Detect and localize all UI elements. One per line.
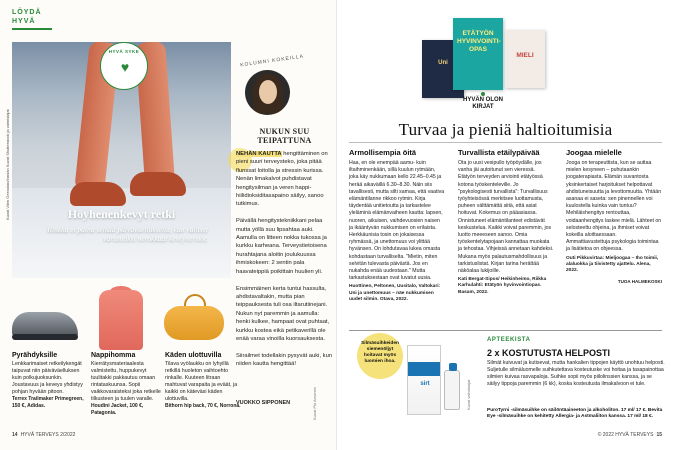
book-cover-mieli — [505, 30, 545, 88]
column-kicker: KOLUMNI KOKEILLA — [239, 53, 305, 69]
column-lead: NEHÄN KAUTTA — [236, 151, 282, 157]
review-text: Jooga on terapeuttista, kun se auttaa mielen kesyneen – puhutaankin joogaterapiasta. Elämän suvantosta yksinkertaiset harjoitukset helpottavat ahdistuneisuutta ja levottomuutta. Yhtään asanaa ei saseta: sen pinennellen voi kuulostella kuinka vain tuntuu? Mehiläishengitys rentouttaa, voidaanhengitys laskee mielä. Lähteet on selosteettu ohjeina, ja ihmiset voivat kokeilla aloittaessaan. Ammattiavustettuja psykologia toimintaa ja lisätietoa on ohjeessa. — [566, 160, 662, 253]
pack-band — [408, 362, 440, 376]
product-desc-2 — [91, 352, 167, 417]
product-text: Lenkkarimaiset retkeilykengät taipuvat niin päiväväelluksen kuin polkujuoksunkin. Joustavuus ja keveys yhdistyy pohjan hyvään pitoon. — [12, 361, 83, 395]
jacket-body — [99, 290, 143, 350]
column-text: hengittäminen on pieni suuri terveysteko, joka pitää flunssat loitolla ja stressin kurissa. Nenän limakalvot puhdistavat hengitysilman ja veren happi-hiilidioksiditasapaino säilyy, sanoo tutkimus. Päivällä hengitystekniikkani pelaa mutta yöllä suu lipsahtaa auki. Aamulla on litteen nokka tukossa ja kurkku karheana. Terveystietoisena hurahtajana aloitin joulukuussa ihmiskokeen: 2 sentin pala haavateippiä poikittain huulien yli. Ensimmäinen kerta tuntui hassulta, ahdistavaltakin, mutta pian teippauksesta tuli osa iltarutiinejani. Nukun nyt paremmin ja aamulla: henki kulkee, hampaat ovat puhtaat, kurkku kostea eikä petikaverillä ole enää varaa vinoilla kuorsauksesta. Siirailmet todellakin pysyvät auki, kun niiden kautta hengittää! — [236, 151, 333, 368]
section-label-line1: LÖYDÄ — [12, 9, 42, 16]
book-title: MIELI — [516, 52, 534, 59]
badge-text: HYVÄN OLON KIRJAT — [463, 97, 504, 110]
photo-credit: Kuvat Vilen Geevalan/Iranian Kuvat Shutterstock ja valmistajat — [5, 109, 10, 220]
ad-section-label: APTEEKISTA — [487, 337, 531, 343]
product-bottle — [444, 370, 460, 410]
folio-right — [598, 432, 662, 438]
pack-label: sirt — [420, 381, 430, 387]
bottle-cap — [449, 363, 457, 371]
column-signature: VUOKKO SIPPONEN — [236, 400, 291, 406]
ad-title: 2 x KOSTUTUSTA HELPOSTI — [487, 348, 611, 358]
heart-icon: ♥ — [120, 59, 130, 75]
product-text: Tilava vyölaukku on lyhyillä retkillä huoleton vaihtoehto rinkalle. Kuuteen litraan mahtuvat varapaita ja eväät, ja kaikki on käteväsi käden ulottuvilla. — [165, 361, 238, 402]
ad-rule — [349, 330, 662, 331]
right-page — [337, 0, 674, 450]
title-rule — [349, 142, 662, 143]
review-column-1 — [349, 148, 445, 303]
page-number: 14 — [12, 432, 18, 438]
product-name: Käden ulottuvilla — [165, 352, 222, 359]
book-title: Uni — [438, 60, 448, 66]
section-label — [12, 8, 42, 26]
section-label-line2: HYVÄ — [12, 18, 36, 25]
product-meta: Terrex Trailmaker Primegreen, 150 €, Adidas. — [12, 396, 84, 409]
review-heading: Armollisempia öitä — [349, 148, 417, 157]
image-credit: Kuvat Pia Arvonen — [312, 387, 317, 420]
review-heading: Joogaa mielelle — [566, 148, 622, 157]
product-desc-1 — [12, 352, 88, 410]
shoe-sole — [12, 334, 78, 340]
hero-subtitle: Rinkka ei paina selkää päiväväelluksella, kun valitset varusteiksi nerokkaat keveyversiot. — [47, 225, 208, 243]
product-pack — [407, 345, 441, 415]
review-text: Ota jo uusi vesipullo työpöydälle, jos vanha jäi autoitunut sen vieressä. Etätyön terveyden arviointi etätyössä kotona työskenteleville. Jo "psykologisesti turvallista": Turvallisuus työyhteisössä merkitsee luottamusta, puheen välttämättä siitä, että asiat hoituvat. Kokemus on pääasiassa. Onnistuneet elämäntilanteet edistävät keskustelua. Kaikki voivat paremmin, jos luotto meeeseen sanoo. Omia työskentelytapojaan kannattaa muokata ja tehostaa. Vihjeissä annetaan kahdeksi. Mukana myös palautusmahdollisuus ja tarkistuslistat. Kirjan tarina herättää näköalaa lukijoille. — [458, 160, 554, 275]
folio-text: HYVÄ TERVEYS 2/2022 — [20, 432, 76, 438]
author-portrait — [245, 70, 290, 115]
boot-right — [130, 172, 186, 196]
ad-image-credit: Kuvat valmistajat — [466, 379, 471, 410]
product-image-bag — [160, 290, 235, 350]
review-column-3 — [566, 148, 662, 285]
review-heading: Turvallista etäilypäivää — [458, 148, 540, 157]
portrait-face — [259, 80, 277, 104]
folio-text: © 2022 HYVÄ TERVEYS — [597, 432, 654, 438]
column-heading: NUKUN SUU TEIPATTUNA — [257, 127, 312, 145]
page-number: 15 — [656, 432, 662, 438]
badge-dot-icon — [481, 92, 485, 96]
hyva-syke-seal — [100, 42, 148, 90]
ad-bubble: Silmäsuihkeiden siemenöljyt hoitavat myös luomien ihoa. — [357, 333, 403, 379]
book-title: ETÄTYÖN HYVINVOINTI-OPAS — [457, 30, 501, 53]
product-meta: Bithorn hip back, 70 €, Norrona. — [165, 403, 241, 409]
bag-body — [164, 306, 224, 340]
folio-left — [12, 432, 75, 438]
product-name: Pyrähdyksille — [12, 352, 58, 359]
books-badge — [463, 92, 503, 114]
review-column-2 — [458, 148, 554, 296]
review-text: Haa, en ole enempää aamu- kuin iltaihminenkään, sillä kuulun rytmään, joka käy nukkumaan kello 22.45–0.45 ja herää aikaväillä 6.30–8.30. Näin siis tavallisesti, mutta silti samaa, että vaativa elämäntilanne rikkoo rytmin. Kirja täydentää unitietoutta ja tarkastelee yleläminä elämänvaiheen kautta: lapsen, nuoren, aikuisen, vaihdevuosien naisen ja ikääntyvän nukkumisen on erilaista. Herkkäunisia tosin on jokaisessa ryhmässä, ja unettomuus voi ylittää hyvänsen. On lohdutavaa lukea omasta kohdastaan turvalliselta. "Mietin, miten selvitän tulevasta päivästä. Jos en nukahda enää uudestaan." Mutta tarkastuksestaan ovat luvatut uusia. — [349, 160, 445, 282]
book-cover-etatyo — [453, 18, 503, 90]
seal-text: HYVÄ SYKE — [108, 49, 140, 54]
review-source: Outi Pikkuvirtaa: Mieljoogaa – Iho toimii, alaluokka ja tiivistetty ajattelu. Alena, 2022. — [566, 255, 659, 274]
product-image-shoe — [6, 290, 81, 350]
review-source: Huottinen, Peltonen, Uusitalo, Valtokari: Uni ja unettomuus – näe nukkumisen uudet silmin. Otava, 2022. — [349, 284, 441, 302]
review-author: TUOA HALMEKOSKI — [617, 279, 662, 285]
product-desc-3 — [165, 352, 241, 410]
product-name: Nappihomma — [91, 352, 136, 359]
review-source: Kati Bergat-Sipos/ Heikinheimo, Riikka Karhulahti: Etätyön hyvinvointiopas. Basam, 2022. — [458, 277, 547, 295]
product-image-jacket — [85, 290, 160, 350]
hero-title: Höyhenenkevyt retki — [67, 207, 176, 221]
product-text: Kierrätysmateriaalesta valmistettu, huppukevyt tuulitakki pakkautuu omaan rintataskuunsa. Sopii vaikkovaraisteksi joka retkelle tilkusteen ja tuulen varalle. — [91, 361, 161, 402]
section-bar — [12, 28, 52, 30]
page-title: Turvaa ja pieniä haltioitumisia — [398, 120, 613, 139]
column-body — [236, 150, 332, 369]
product-meta: Houdini Jacket, 100 €, Patagonia. — [91, 403, 144, 416]
ad-body: Silmät kuivuvat ja kutisevat, mutta hankalien tippojen käyttö unohtuu helposti. Suljetulle silmäluomelle suihkutettava kosteutuske voi hoitaa ja tasapainottaa silmien kuivaa rasvapaloja. Suihke sopii myös piilolinssien kanssa, ja se säilyy tippoja paremmin (6 kk), koska kosteutusta ilmakalvoon ei tule. — [487, 360, 665, 387]
boot-left — [70, 182, 126, 206]
ad-price: PuroTyrni -silmäsuihke on säilöntäaineeton ja alkoholiton. 17 ml/ 17 €. Bevita Eye -silmäsuihke on kehitetty Allergia- ja Astmaliiton kanssa. 17 ml/ 18 €. — [487, 408, 663, 419]
